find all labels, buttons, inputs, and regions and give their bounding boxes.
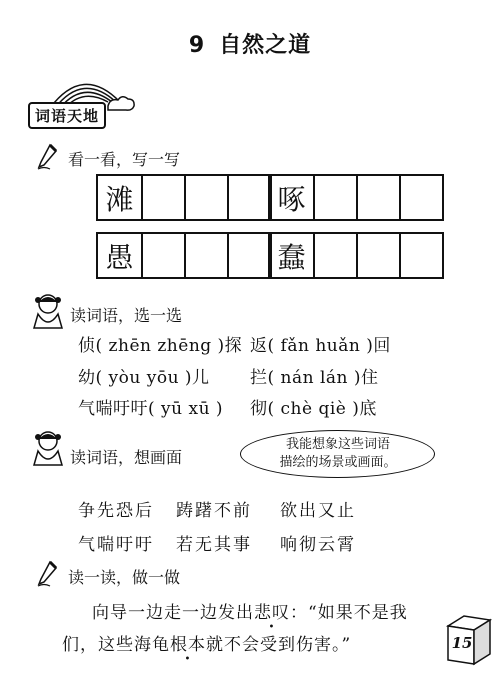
- dotted-word: 悲叹: [254, 603, 290, 623]
- word-item: 争先恐后: [78, 501, 154, 521]
- write-box[interactable]: [184, 176, 227, 219]
- write-box[interactable]: [227, 234, 270, 277]
- passage-line: [92, 598, 408, 623]
- pinyin-choice[interactable]: 侦( zhēn zhēng )探: [78, 336, 243, 356]
- write-box[interactable]: [313, 234, 356, 277]
- word-item: 气喘吁吁: [78, 535, 154, 555]
- section4-title: 读一读，做一做: [68, 568, 181, 587]
- badge-label: 词语天地: [28, 102, 106, 129]
- write-box[interactable]: [356, 176, 399, 219]
- pinyin-choice[interactable]: 幼( yòu yōu )儿: [78, 368, 210, 388]
- lesson-number: 9: [188, 33, 206, 58]
- reading-girl-icon: [30, 427, 66, 467]
- bubble-line: 描绘的场景或画面。: [279, 455, 397, 470]
- dotted-word: 根本: [170, 635, 206, 655]
- lesson-title: 自然之道: [219, 33, 312, 58]
- page-number-text: 15: [451, 634, 473, 652]
- passage-line: [62, 630, 351, 655]
- passage-text: 就不会受到伤害。”: [206, 635, 352, 655]
- write-box[interactable]: [313, 176, 356, 219]
- pinyin-choice[interactable]: 彻( chè qiè )底: [250, 399, 377, 419]
- pinyin-choice[interactable]: 返( fǎn huǎn )回: [250, 336, 391, 356]
- write-box[interactable]: [227, 176, 270, 219]
- grid-char: 啄: [277, 182, 306, 216]
- word-item: 响彻云霄: [280, 535, 356, 555]
- write-box[interactable]: [399, 176, 442, 219]
- writing-grid: [268, 174, 444, 221]
- thought-bubble-text: [248, 436, 428, 472]
- write-box[interactable]: [141, 176, 184, 219]
- write-box[interactable]: [356, 234, 399, 277]
- passage-text: 向导一边走一边发出: [92, 603, 254, 623]
- passage-text: 们，这些海龟: [62, 635, 170, 655]
- passage-text: ：“如果不是我: [290, 603, 408, 623]
- word-item: 欲出又止: [280, 501, 356, 521]
- write-box[interactable]: [184, 234, 227, 277]
- word-item: 若无其事: [176, 535, 252, 555]
- writing-grid: [96, 232, 272, 279]
- page-number: [444, 612, 494, 668]
- write-box[interactable]: [399, 234, 442, 277]
- grid-char: 蠢: [277, 240, 306, 274]
- word-item: 踌躇不前: [176, 501, 252, 521]
- page-title: [0, 28, 500, 59]
- pen-icon: [36, 143, 58, 171]
- reading-girl-icon: [30, 290, 66, 330]
- writing-grid: [96, 174, 272, 221]
- section2-title: 读词语，选一选: [70, 306, 183, 325]
- pen-icon: [36, 560, 58, 588]
- section3-title: 读词语，想画面: [70, 448, 183, 467]
- section1-title: 看一看，写一写: [68, 150, 181, 169]
- grid-char: 滩: [105, 182, 134, 216]
- pinyin-choice[interactable]: 拦( nán lán )住: [250, 368, 379, 388]
- section-badge: [28, 68, 138, 128]
- bubble-line: 我能想象这些词语: [285, 437, 390, 452]
- write-box[interactable]: [141, 234, 184, 277]
- pinyin-choice[interactable]: 气喘吁吁( yū xū ): [78, 399, 224, 419]
- grid-char: 愚: [105, 240, 134, 274]
- writing-grid: [268, 232, 444, 279]
